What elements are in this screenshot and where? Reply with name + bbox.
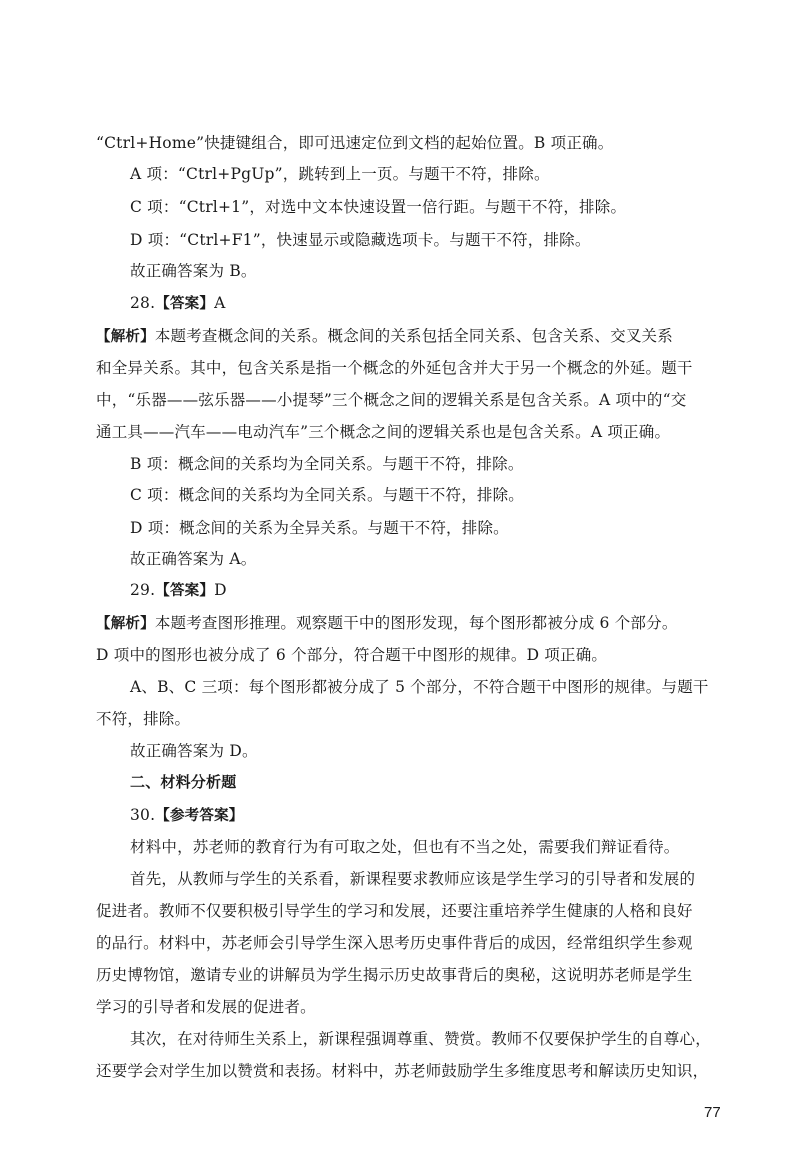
answer-value: D [214, 581, 227, 599]
reference-answer-tag: 【参考答案】 [155, 808, 244, 824]
analysis-text: 本题考查概念间的关系。概念间的关系包括全同关系、包含关系、交叉关系 [154, 327, 673, 345]
option-line: 不符，排除。 [96, 710, 191, 728]
paragraph-line: 历史博物馆，邀请专业的讲解员为学生揭示历史故事背后的奥秘，这说明苏老师是学生 [96, 966, 693, 984]
answer-tag: 【答案】 [155, 583, 215, 599]
analysis-text: 本题考查图形推理。观察题干中的图形发现，每个图形都被分成 6 个部分。 [154, 614, 678, 632]
question-number: 29. [130, 581, 156, 599]
text-line: “Ctrl+Home”快捷键组合，即可迅速定位到文档的起始位置。B 项正确。 [96, 134, 614, 152]
text-line: D 项：“Ctrl+F1”，快速显示或隐藏选项卡。与题干不符，排除。 [130, 231, 591, 249]
analysis-line: 和全异关系。其中，包含关系是指一个概念的外延包含并大于另一个概念的外延。题干 [96, 359, 693, 377]
analysis-tag: 【解析】 [96, 616, 155, 632]
answer-tag: 【答案】 [155, 296, 215, 312]
paragraph-line: 首先，从教师与学生的关系看，新课程要求教师应该是学生学习的引导者和发展的 [130, 870, 696, 888]
text-line: A 项：“Ctrl+PgUp”，跳转到上一页。与题干不符，排除。 [130, 165, 550, 183]
paragraph-line: 材料中，苏老师的教育行为有可取之处，但也有不当之处，需要我们辩证看待。 [130, 838, 680, 856]
question-number: 28. [130, 294, 156, 312]
option-line: B 项：概念间的关系均为全同关系。与题干不符，排除。 [130, 455, 524, 473]
question-28-answer [130, 293, 225, 314]
page-number: 77 [704, 1104, 721, 1121]
paragraph-line: 促进者。教师不仅要积极引导学生的学习和发展，还要注重培养学生健康的人格和良好 [96, 902, 693, 920]
section-title: 二、材料分析题 [130, 773, 237, 791]
analysis-line [96, 326, 673, 347]
text-line: C 项：“Ctrl+1”，对选中文本快速设置一倍行距。与题干不符，排除。 [130, 198, 627, 216]
analysis-line: 中，“乐器——弦乐器——小提琴”三个概念之间的逻辑关系是包含关系。A 项中的“交 [96, 391, 687, 409]
question-30-heading [130, 805, 243, 826]
option-line: D 项：概念间的关系为全异关系。与题干不符，排除。 [130, 519, 509, 537]
question-29-answer [130, 580, 227, 601]
option-line: 故正确答案为 D。 [130, 742, 258, 760]
analysis-line: D 项中的图形也被分成了 6 个部分，符合题干中图形的规律。D 项正确。 [96, 646, 608, 664]
paragraph-line: 还要学会对学生加以赞赏和表扬。材料中，苏老师鼓励学生多维度思考和解读历史知识， [96, 1062, 709, 1080]
analysis-line [96, 613, 678, 634]
paragraph-line: 的品行。材料中，苏老师会引导学生深入思考历史事件背后的成因，经常组织学生参观 [96, 934, 693, 952]
text-line: 故正确答案为 B。 [130, 262, 257, 280]
option-line: C 项：概念间的关系均为全同关系。与题干不符，排除。 [130, 486, 524, 504]
option-line: A、B、C 三项：每个图形都被分成了 5 个部分，不符合题干中图形的规律。与题干 [130, 678, 709, 696]
question-number: 30. [130, 806, 156, 824]
paragraph-line: 其次，在对待师生关系上，新课程强调尊重、赞赏。教师不仅要保护学生的自尊心， [130, 1030, 711, 1048]
answer-value: A [214, 294, 226, 312]
paragraph-line: 学习的引导者和发展的促进者。 [96, 998, 316, 1016]
analysis-line: 通工具——汽车——电动汽车”三个概念之间的逻辑关系也是包含关系。A 项正确。 [96, 423, 671, 441]
option-line: 故正确答案为 A。 [130, 550, 257, 568]
analysis-tag: 【解析】 [96, 329, 155, 345]
